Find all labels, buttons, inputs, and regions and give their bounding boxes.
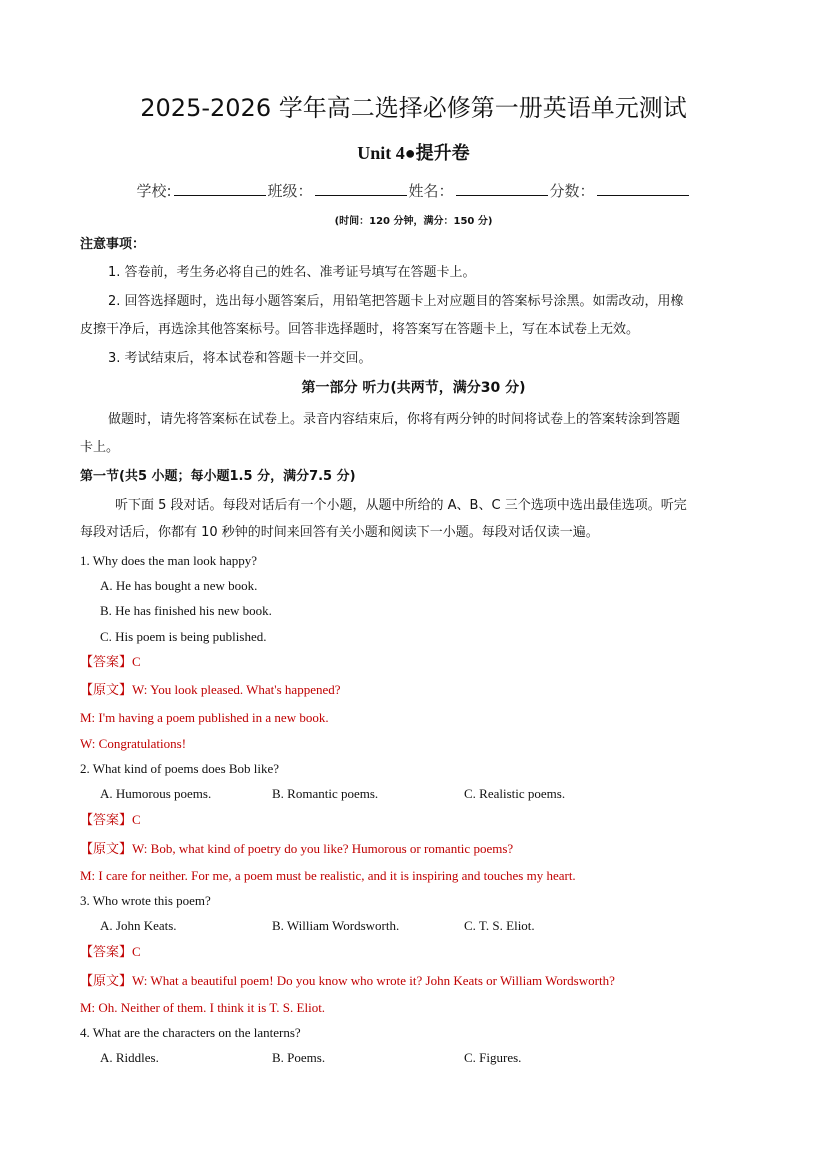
transcript-line: M: I'm having a poem published in a new book.: [80, 710, 329, 725]
field-school: 学校:: [136, 182, 172, 200]
school-blank[interactable]: [174, 181, 266, 196]
option: B. Poems.: [272, 1050, 326, 1065]
notice-item: 2. 回答选择题时，选出每小题答案后，用铅笔把答题卡上对应题目的答案标号涂黑。如需改动，用橡: [108, 294, 684, 309]
question-2: 2. What kind of poems does Bob like?: [80, 761, 280, 776]
time-note: (时间：120 分钟，满分：150 分): [334, 216, 493, 227]
notice-heading: 注意事项：: [80, 237, 146, 252]
answer-label: 【答案】: [80, 945, 133, 960]
section1-intro: 听下面 5 段对话。每段对话后有一个小题，从题中所给的 A、B、C 三个选项中选出最佳选项。听完: [115, 498, 687, 513]
option: C. His poem is being published.: [100, 629, 267, 644]
answer-label: 【答案】: [80, 813, 133, 828]
notice-item: 皮擦干净后，再选涂其他答案标号。回答非选择题时，将答案写在答题卡上，写在本试卷上无效。: [80, 322, 640, 337]
part1-intro: 卡上。: [80, 440, 120, 455]
option: A. Humorous poems.: [100, 786, 212, 801]
transcript-line: W: Congratulations!: [80, 736, 187, 751]
field-score: 分数：: [549, 182, 595, 200]
transcript-label: 【原文】: [80, 683, 133, 698]
transcript-text: W: What a beautiful poem! Do you know who wrote it? John Keats or William Wordsworth?: [132, 973, 615, 988]
section1-intro: 每段对话后，你都有 10 秒钟的时间来回答有关小题和阅读下一小题。每段对话仅读一遍。: [80, 525, 599, 540]
transcript-label: 【原文】: [80, 974, 133, 989]
field-class: 班级：: [267, 182, 313, 200]
transcript-label: 【原文】: [80, 842, 133, 857]
answer-label: 【答案】: [80, 655, 133, 670]
doc-subtitle: Unit 4●提升卷: [357, 143, 470, 163]
option: C. T. S. Eliot.: [464, 918, 535, 933]
class-blank[interactable]: [315, 181, 407, 196]
option: C. Realistic poems.: [464, 786, 566, 801]
option: A. John Keats.: [100, 918, 177, 933]
answer-line: [80, 653, 141, 672]
option: B. William Wordsworth.: [272, 918, 400, 933]
option: A. He has bought a new book.: [100, 578, 258, 593]
option: B. Romantic poems.: [272, 786, 379, 801]
transcript-text: W: Bob, what kind of poetry do you like? Humorous or romantic poems?: [132, 841, 514, 856]
answer-value: C: [132, 812, 141, 827]
score-blank[interactable]: [597, 181, 689, 196]
answer-value: C: [132, 654, 141, 669]
transcript-line: M: I care for neither. For me, a poem must be realistic, and it is inspiring and touches my heart.: [80, 868, 576, 883]
question-4: 4. What are the characters on the lanterns?: [80, 1025, 301, 1040]
option: A. Riddles.: [100, 1050, 159, 1065]
transcript-line: [80, 681, 341, 700]
transcript-line: M: Oh. Neither of them. I think it is T. S. Eliot.: [80, 1000, 326, 1015]
transcript-line: [80, 840, 513, 859]
section1-heading: 第一节(共5 小题；每小题1.5 分，满分7.5 分): [80, 469, 356, 484]
part1-intro: 做题时，请先将答案标在试卷上。录音内容结束后，你将有两分钟的时间将试卷上的答案转涂到答题: [108, 412, 681, 427]
question-1: 1. Why does the man look happy?: [80, 553, 258, 568]
option: B. He has finished his new book.: [100, 603, 272, 618]
info-fields: [0, 181, 827, 200]
part1-heading: 第一部分 听力(共两节，满分30 分): [301, 380, 526, 396]
doc-title: 2025-2026 学年高二选择必修第一册英语单元测试: [140, 94, 687, 122]
name-blank[interactable]: [456, 181, 548, 196]
answer-line: [80, 943, 141, 962]
notice-item: 1. 答卷前，考生务必将自己的姓名、准考证号填写在答题卡上。: [108, 265, 476, 280]
transcript-line: [80, 972, 615, 991]
field-name: 姓名：: [408, 182, 454, 200]
transcript-text: W: You look pleased. What's happened?: [132, 682, 341, 697]
answer-line: [80, 811, 141, 830]
question-3: 3. Who wrote this poem?: [80, 893, 211, 908]
notice-item: 3. 考试结束后，将本试卷和答题卡一并交回。: [108, 351, 372, 366]
answer-value: C: [132, 944, 141, 959]
option: C. Figures.: [464, 1050, 522, 1065]
